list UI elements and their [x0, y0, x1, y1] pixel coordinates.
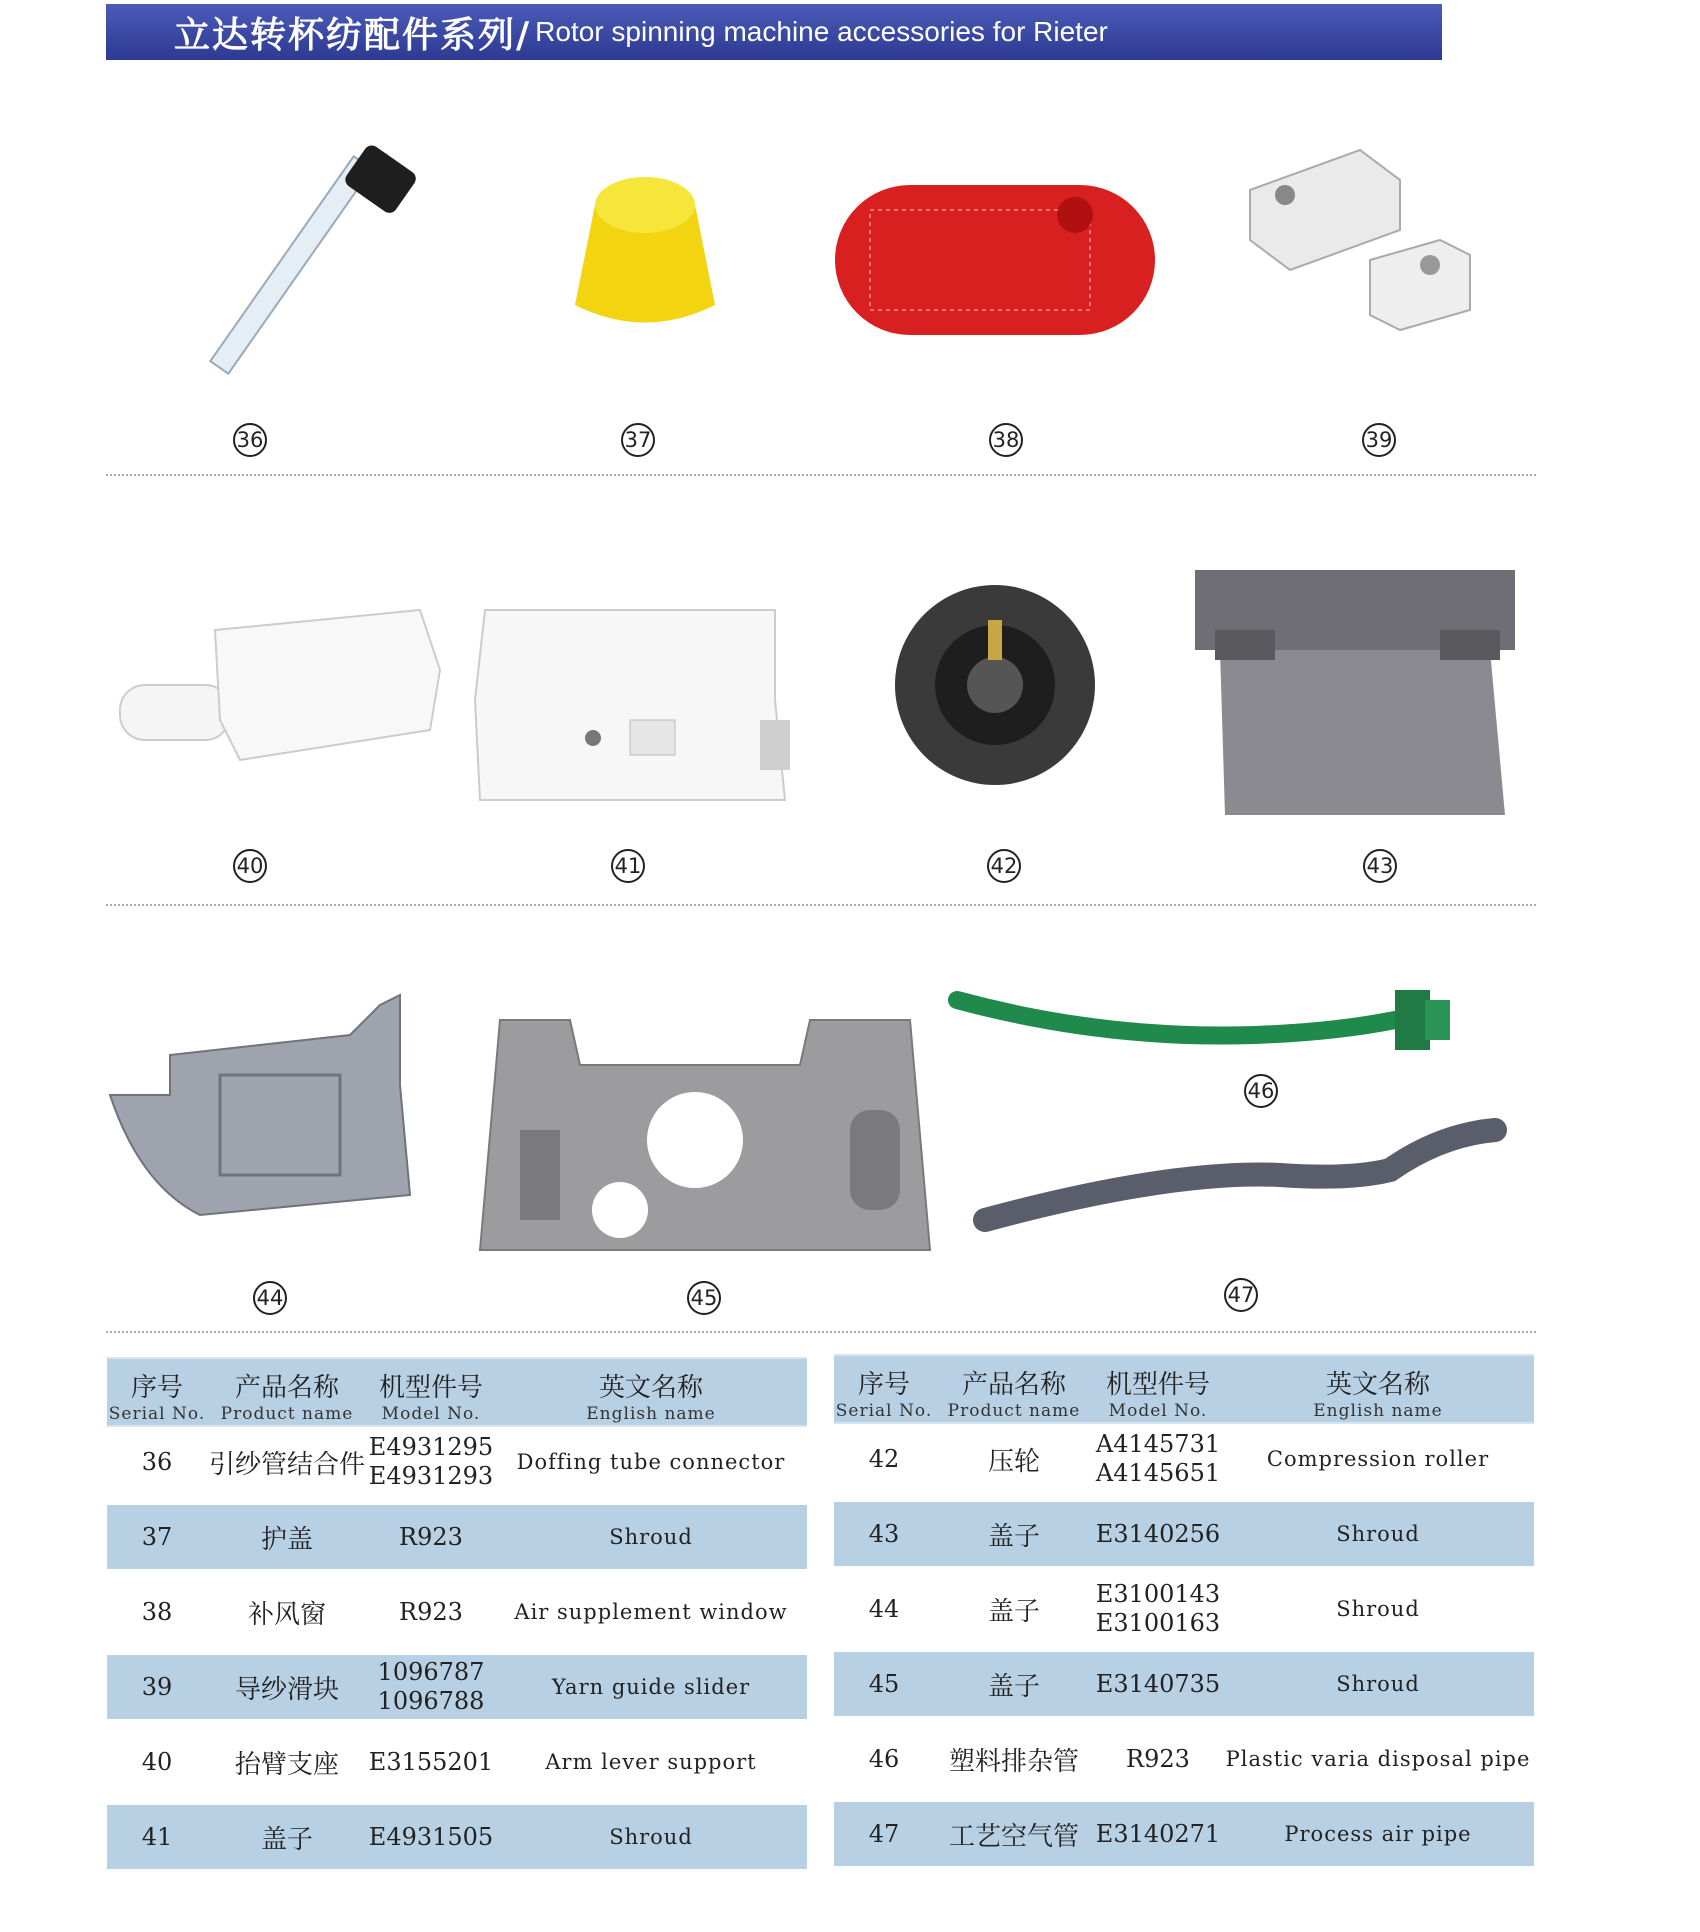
english-name-cell: Process air pipe [1284, 1822, 1472, 1846]
header-product-name: 产品名称 Product name [220, 1373, 354, 1424]
model-no: E3100163 [1095, 1609, 1221, 1637]
header-model-no: 机型件号 Model No. [378, 1373, 483, 1424]
item-number: 43 [1363, 849, 1397, 883]
model-no-cell [367, 1505, 495, 1569]
english-name-cell: Shroud [1336, 1597, 1420, 1621]
item-number: 38 [989, 423, 1023, 457]
serial-cell: 41 [141, 1823, 173, 1851]
english-name-cell: Shroud [609, 1525, 693, 1549]
model-no: R923 [399, 1597, 463, 1626]
serial-cell: 42 [868, 1445, 900, 1473]
table-row [107, 1580, 807, 1644]
model-no-cell [1094, 1427, 1222, 1491]
model-no-cell [1094, 1727, 1222, 1791]
item-number: 40 [233, 849, 267, 883]
english-name-cell: Arm lever support [545, 1750, 757, 1774]
model-no: E4931295 [368, 1433, 494, 1461]
serial-cell: 36 [141, 1448, 173, 1476]
model-no: E3140256 [1095, 1519, 1221, 1548]
model-no: E3100143 [1095, 1580, 1221, 1608]
product-name-cell: 盖子 [987, 1596, 1040, 1627]
title-en: Rotor spinning machine accessories for Rieter [535, 16, 1108, 47]
serial-cell: 47 [868, 1820, 900, 1848]
item-number: 42 [987, 849, 1021, 883]
item-number: 44 [253, 1281, 287, 1315]
serial-cell: 46 [868, 1745, 900, 1773]
item-number: 45 [687, 1281, 721, 1315]
table-row [834, 1802, 1534, 1866]
serial-cell: 45 [868, 1670, 900, 1698]
model-no: E3140271 [1095, 1819, 1221, 1848]
model-no: A4145651 [1095, 1459, 1221, 1487]
model-no: R923 [1126, 1744, 1190, 1773]
serial-cell: 44 [868, 1595, 900, 1623]
english-name-cell: Plastic varia disposal pipe [1225, 1747, 1531, 1771]
english-name-cell: Shroud [1336, 1672, 1420, 1696]
product-name-cell: 护盖 [260, 1524, 313, 1555]
product-name-cell: 工艺空气管 [948, 1821, 1079, 1852]
header-serial: 序号 Serial No. [835, 1370, 933, 1421]
model-no-cell [1094, 1802, 1222, 1866]
parts-table-left [107, 1357, 807, 1877]
product-name-cell: 导纱滑块 [234, 1674, 339, 1705]
product-name-cell: 盖子 [260, 1824, 313, 1855]
table-row [107, 1730, 807, 1794]
table-header [107, 1357, 807, 1427]
item-number: 46 [1244, 1074, 1278, 1108]
item-number: 47 [1224, 1278, 1258, 1312]
english-name-cell: Air supplement window [514, 1600, 788, 1624]
item-number: 36 [233, 423, 267, 457]
english-name-cell: Shroud [609, 1825, 693, 1849]
header-product-name: 产品名称 Product name [947, 1370, 1081, 1421]
table-row [107, 1805, 807, 1869]
english-name-cell: Doffing tube connector [516, 1450, 786, 1474]
model-no-cell [367, 1805, 495, 1869]
serial-cell: 37 [141, 1523, 173, 1551]
model-no-cell [367, 1430, 495, 1494]
product-name-cell: 盖子 [987, 1671, 1040, 1702]
table-row [107, 1505, 807, 1569]
header-english-name: 英文名称 English name [1313, 1370, 1443, 1421]
english-name-cell: Compression roller [1266, 1447, 1490, 1471]
title-banner [106, 4, 1442, 60]
model-no-cell [1094, 1652, 1222, 1716]
model-no-cell [1094, 1502, 1222, 1566]
serial-cell: 40 [141, 1748, 173, 1776]
divider [106, 1331, 1536, 1333]
item-number: 39 [1362, 423, 1396, 457]
table-row [107, 1430, 807, 1494]
table-row [834, 1577, 1534, 1641]
model-no: R923 [399, 1522, 463, 1551]
product-name-cell: 补风窗 [247, 1599, 326, 1630]
product-name-cell: 塑料排杂管 [948, 1746, 1079, 1777]
model-no-cell [367, 1580, 495, 1644]
model-no: 1096787 [377, 1658, 485, 1686]
model-no-cell [367, 1730, 495, 1794]
divider [106, 904, 1536, 906]
model-no: 1096788 [377, 1687, 485, 1715]
serial-cell: 43 [868, 1520, 900, 1548]
header-model-no: 机型件号 Model No. [1105, 1370, 1210, 1421]
model-no-cell [367, 1655, 495, 1719]
english-name-cell: Shroud [1336, 1522, 1420, 1546]
table-row [834, 1427, 1534, 1491]
table-row [834, 1502, 1534, 1566]
table-row [834, 1652, 1534, 1716]
divider [106, 474, 1536, 476]
item-number: 41 [611, 849, 645, 883]
model-no: E3140735 [1095, 1669, 1221, 1698]
model-no: A4145731 [1095, 1430, 1221, 1458]
english-name-cell: Yarn guide slider [551, 1675, 751, 1699]
title-cn: 立达转杯纺配件系列/ [174, 14, 532, 56]
serial-cell: 38 [141, 1598, 173, 1626]
table-row [107, 1655, 807, 1719]
table-row [834, 1727, 1534, 1791]
product-name-cell: 抬臂支座 [234, 1749, 339, 1780]
table-header [834, 1354, 1534, 1424]
product-name-cell: 引纱管结合件 [208, 1449, 365, 1480]
model-no: E3155201 [368, 1747, 494, 1776]
serial-cell: 39 [141, 1673, 173, 1701]
model-no: E4931505 [368, 1822, 494, 1851]
product-name-cell: 盖子 [987, 1521, 1040, 1552]
header-english-name: 英文名称 English name [586, 1373, 716, 1424]
model-no-cell [1094, 1577, 1222, 1641]
header-serial: 序号 Serial No. [108, 1373, 206, 1424]
model-no: E4931293 [368, 1462, 494, 1490]
product-name-cell: 压轮 [987, 1446, 1040, 1477]
parts-table-right [834, 1354, 1534, 1874]
item-number: 37 [621, 423, 655, 457]
